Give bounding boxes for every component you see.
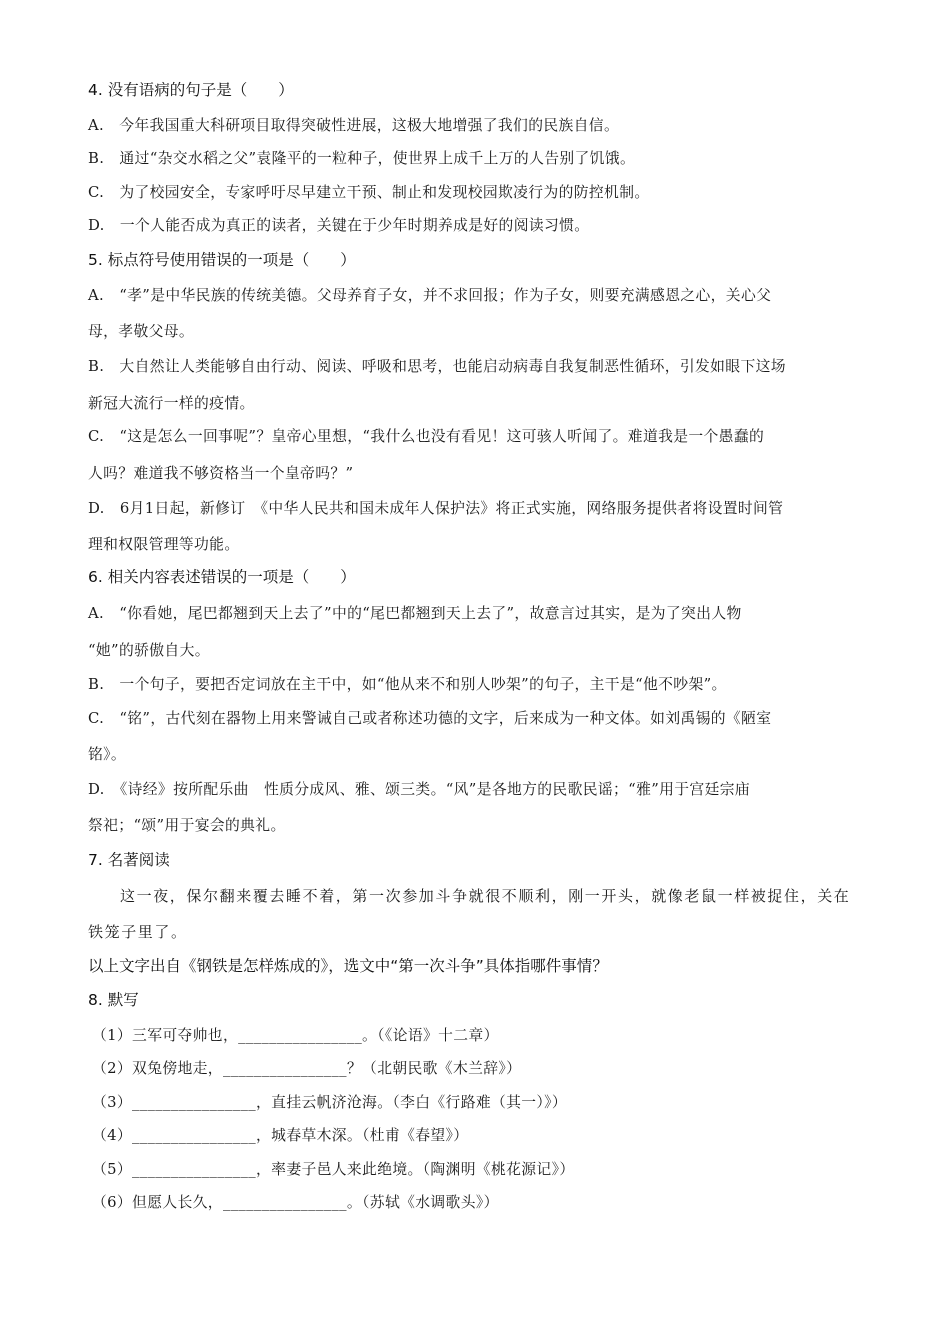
q6-option-b: B. 一个句子，要把否定词放在主干中，如“他从来不和别人吵架”的句子，主干是“他不吵架”。 bbox=[88, 676, 727, 693]
q5-option-a-line1: A. “孝”是中华民族的传统美德。父母养育子女，并不求回报；作为子女，则要充满感恩之心，关心父 bbox=[88, 287, 772, 304]
q6-option-a-line1: A. “你看她，尾巴都翘到天上去了”中的“尾巴都翘到天上去了”，故意言过其实，是为了突出人物 bbox=[88, 605, 742, 622]
q5-option-c-line2: 人吗？难道我不够资格当一个皇帝吗？” bbox=[88, 465, 354, 482]
q4-option-a: A. 今年我国重大科研项目取得突破性进展，这极大地增强了我们的民族自信。 bbox=[88, 117, 620, 134]
q7-passage-line1: 这一夜，保尔翻来覆去睡不着，第一次参加斗争就很不顺利，刚一开头，就像老鼠一样被捉住，关在 bbox=[120, 887, 851, 905]
q4-option-d: D. 一个人能否成为真正的读者，关键在于少年时期养成是好的阅读习惯。 bbox=[88, 217, 590, 234]
q6-option-c-line2: 铭》。 bbox=[88, 746, 127, 763]
q5-option-b-line1: B. 大自然让人类能够自由行动、阅读、呼吸和思考，也能启动病毒自我复制恶性循环，引发如眼下这场 bbox=[88, 358, 786, 375]
q6-option-d-line2: 祭祀；“颂”用于宴会的典礼。 bbox=[88, 817, 286, 834]
q7-passage-line2: 铁笼子里了。 bbox=[88, 923, 188, 941]
q8-item-4: （4）________________，城春草木深。（杜甫《春望》） bbox=[92, 1127, 469, 1144]
q8-item-5: （5）________________，率妻子邑人来此绝境。（陶渊明《桃花源记》） bbox=[92, 1161, 575, 1178]
q4-stem: 4. 没有语病的句子是（ ） bbox=[88, 81, 294, 99]
q8-item-6: （6）但愿人长久，________________。（苏轼《水调歌头》） bbox=[92, 1194, 499, 1211]
q6-option-a-line2: “她”的骄傲自大。 bbox=[88, 642, 210, 659]
q4-option-c: C. 为了校园安全，专家呼吁尽早建立干预、制止和发现校园欺凌行为的防控机制。 bbox=[88, 184, 650, 201]
q8-item-3: （3）________________，直挂云帆济沧海。（李白《行路难（其一）》） bbox=[92, 1094, 568, 1111]
q5-option-d-line2: 理和权限管理等功能。 bbox=[88, 536, 240, 553]
q6-stem: 6. 相关内容表述错误的一项是（ ） bbox=[88, 568, 356, 586]
q7-stem: 7. 名著阅读 bbox=[88, 851, 170, 869]
q8-item-2: （2）双兔傍地走，________________？（北朝民歌《木兰辞》） bbox=[92, 1060, 522, 1077]
q5-stem: 5. 标点符号使用错误的一项是（ ） bbox=[88, 251, 356, 269]
q5-option-d-line1: D. 6月1日起，新修订 《中华人民共和国未成年人保护法》将正式实施，网络服务提供者将设置时间管 bbox=[88, 500, 784, 517]
q5-option-a-line2: 母，孝敬父母。 bbox=[88, 323, 195, 340]
q8-stem: 8. 默写 bbox=[88, 991, 139, 1009]
q6-option-c-line1: C. “铭”，古代刻在器物上用来警诫自己或者称述功德的文字，后来成为一种文体。如刘禹锡的《陋室 bbox=[88, 710, 772, 727]
q5-option-b-line2: 新冠大流行一样的疫情。 bbox=[88, 395, 255, 412]
q8-item-1: （1）三军可夺帅也，________________。（《论语》十二章） bbox=[92, 1027, 499, 1044]
q4-option-b: B. 通过“杂交水稻之父”袁隆平的一粒种子，使世界上成千上万的人告别了饥饿。 bbox=[88, 150, 636, 167]
q7-question: 以上文字出自《钢铁是怎样炼成的》，选文中“第一次斗争”具体指哪件事情？ bbox=[88, 957, 608, 975]
q6-option-d-line1: D. 《诗经》按所配乐曲 性质分成风、雅、颂三类。“风”是各地方的民歌民谣；“雅”用于宫廷宗庙 bbox=[88, 781, 751, 798]
q5-option-c-line1: C. “这是怎么一回事呢”？皇帝心里想，“我什么也没有看见！这可骇人听闻了。难道我是一个愚蠢的 bbox=[88, 428, 765, 445]
